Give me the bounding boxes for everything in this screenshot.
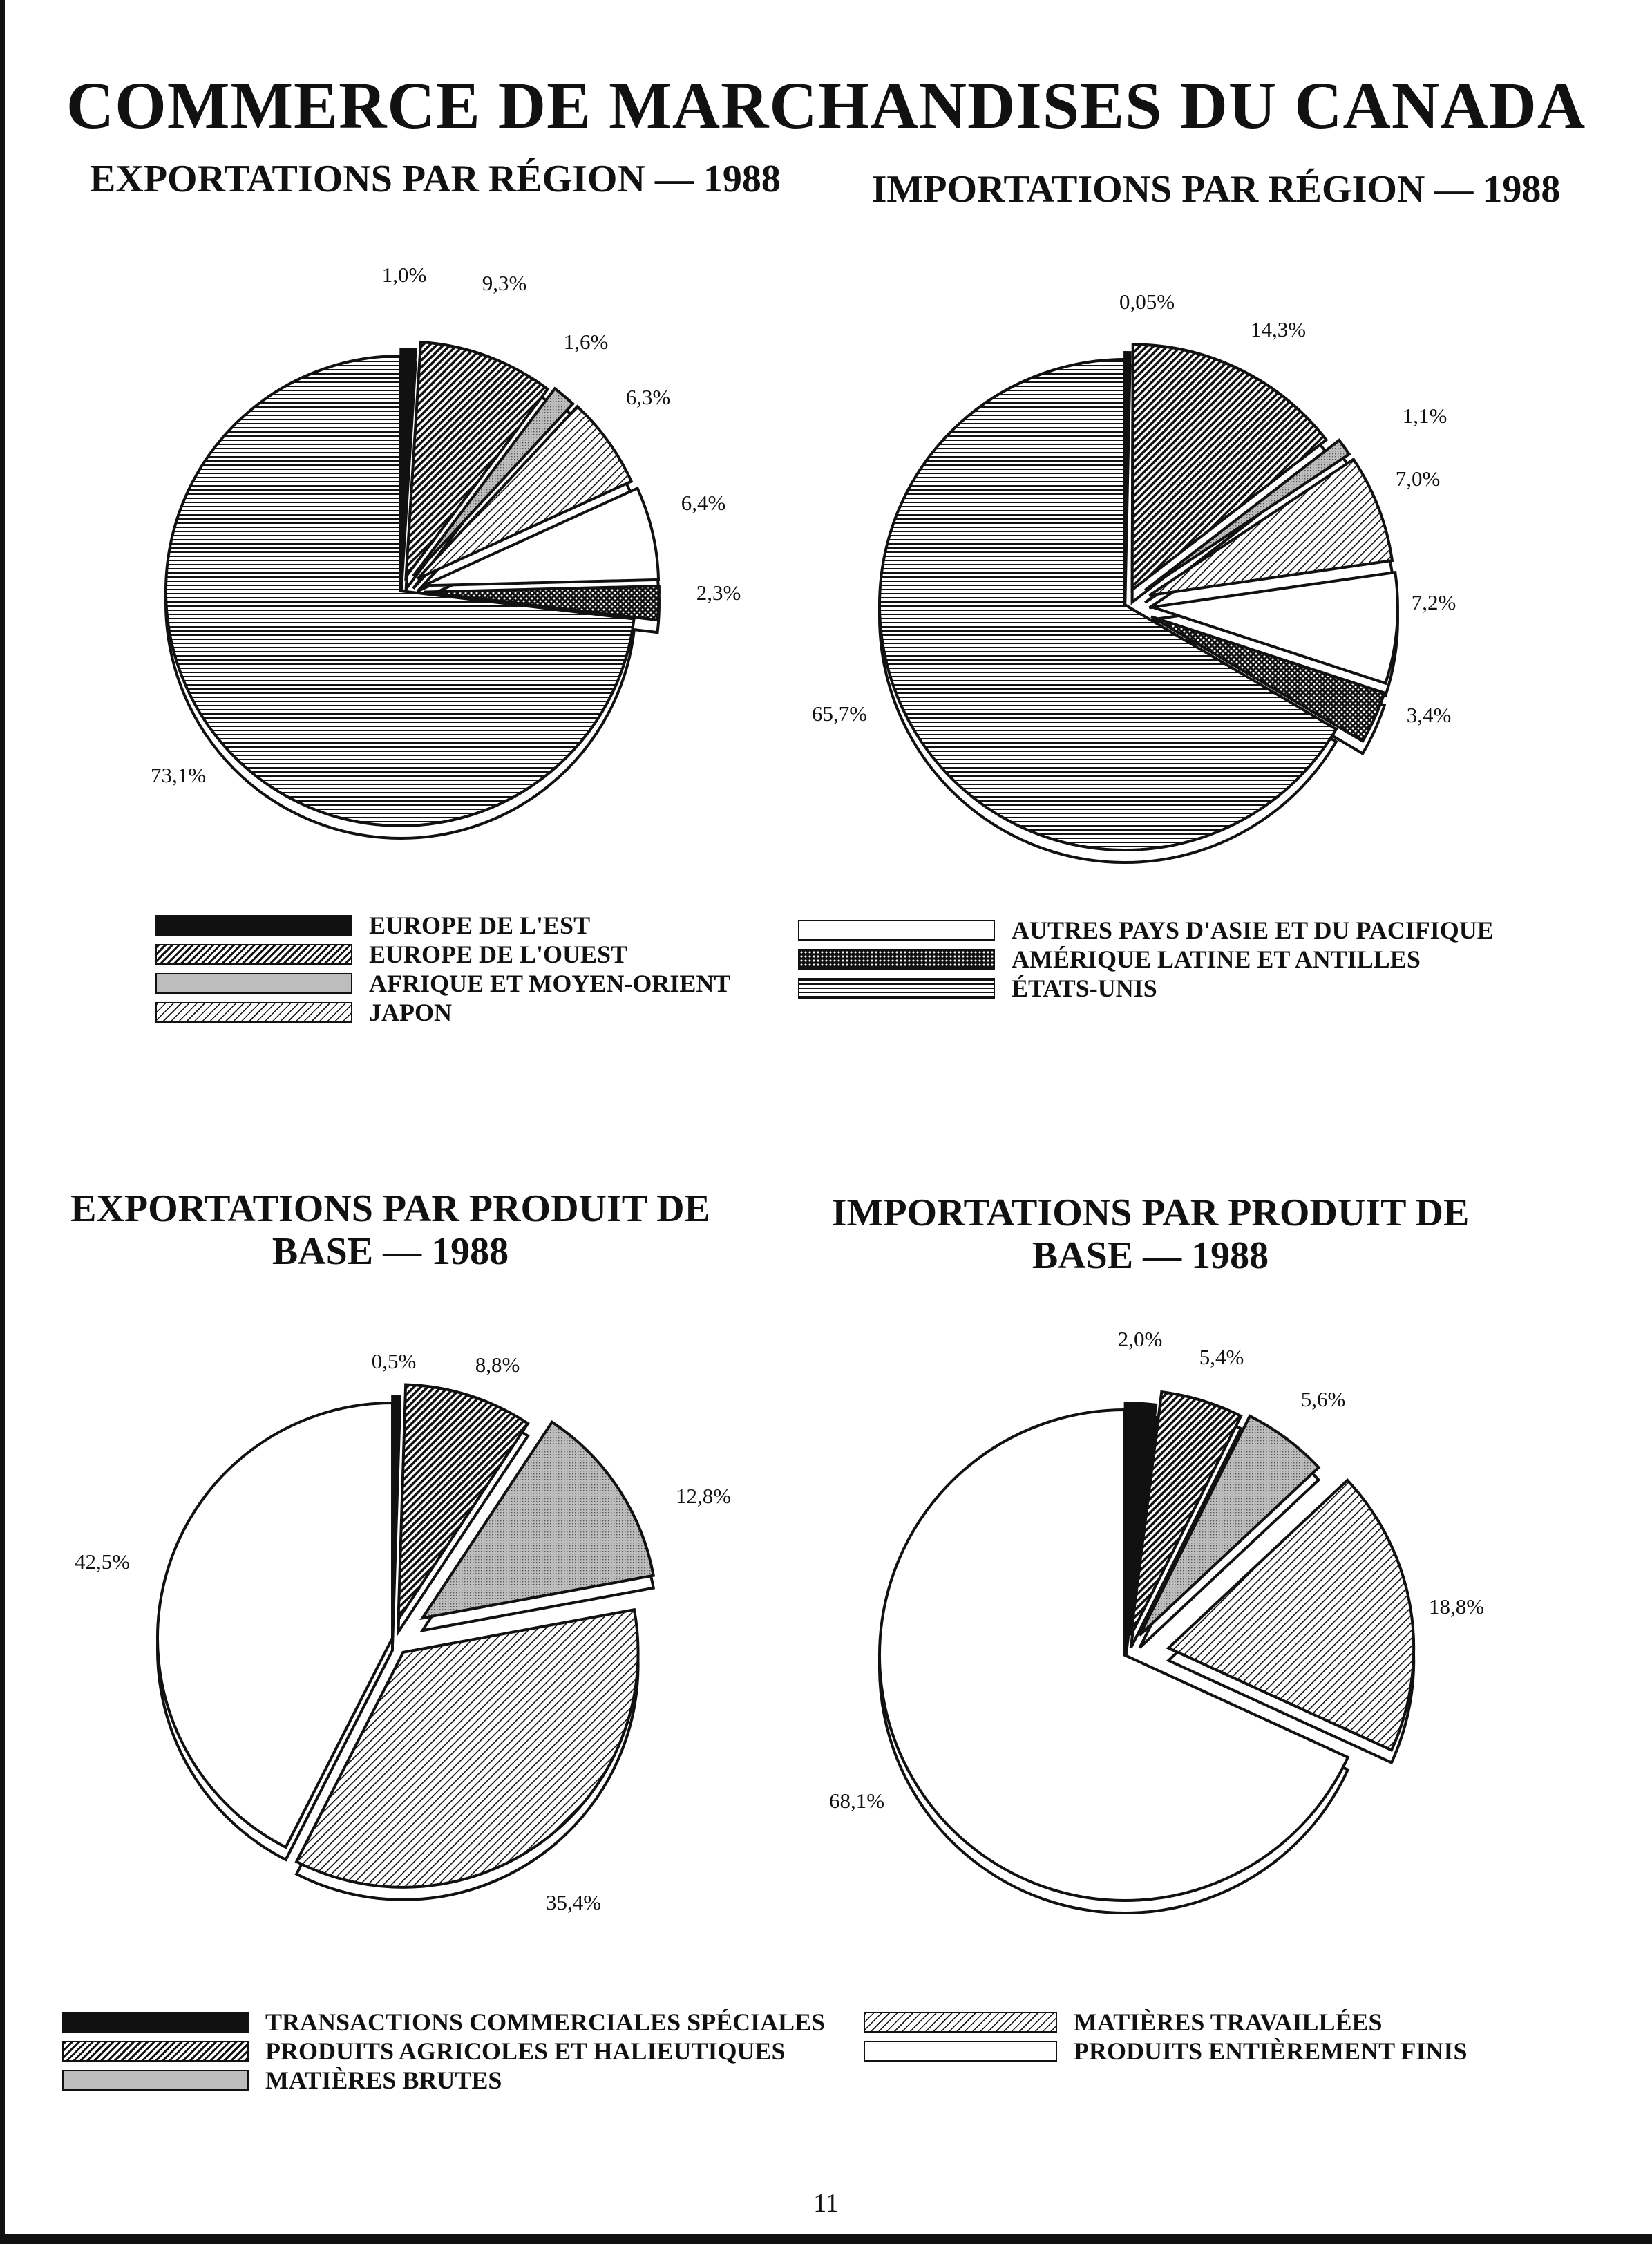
- legend-swatch: [62, 2070, 249, 2091]
- chart-title-exports-region: EXPORTATIONS PAR RÉGION — 1988: [90, 158, 781, 200]
- legend-swatch: [864, 2041, 1057, 2062]
- legend-swatch: [62, 2041, 249, 2062]
- pie-value-label: 8,8%: [475, 1352, 520, 1377]
- legend-region-left: [155, 911, 730, 1027]
- legend-region-right: [798, 916, 1494, 1003]
- legend-item: [798, 916, 1494, 945]
- legend-item: [864, 2008, 1467, 2037]
- legend-item: [155, 940, 730, 969]
- pie-value-label: 9,3%: [482, 271, 527, 295]
- legend-label: MATIÈRES TRAVAILLÉES: [1074, 2008, 1383, 2036]
- chart-title-imports-region: IMPORTATIONS PAR RÉGION — 1988: [871, 168, 1561, 211]
- legend-label: PRODUITS AGRICOLES ET HALIEUTIQUES: [265, 2037, 786, 2065]
- legend-item: [155, 998, 730, 1027]
- pie-value-label: 5,6%: [1300, 1387, 1346, 1411]
- pie-value-label: 2,0%: [1117, 1327, 1163, 1351]
- pie-value-label: 65,7%: [811, 701, 868, 726]
- pie-value-label: 1,6%: [563, 330, 609, 354]
- pie-value-label: 0,5%: [371, 1349, 417, 1373]
- legend-label: PRODUITS ENTIÈREMENT FINIS: [1074, 2037, 1468, 2065]
- legend-item: [62, 2066, 825, 2095]
- legend-label: TRANSACTIONS COMMERCIALES SPÉCIALES: [265, 2008, 826, 2036]
- legend-label: ÉTATS-UNIS: [1012, 974, 1157, 1002]
- legend-label: AMÉRIQUE LATINE ET ANTILLES: [1012, 945, 1421, 973]
- legend-swatch: [798, 978, 995, 999]
- pie-value-label: 6,4%: [681, 491, 726, 515]
- legend-item: [798, 974, 1494, 1003]
- legend-label: AFRIQUE ET MOYEN-ORIENT: [369, 970, 731, 997]
- pie-value-label: 2,3%: [696, 581, 741, 605]
- legend-label: MATIÈRES BRUTES: [265, 2066, 502, 2094]
- legend-swatch: [62, 2012, 249, 2033]
- pie-value-label: 3,4%: [1406, 703, 1452, 727]
- pie-value-label: 14,3%: [1250, 317, 1307, 341]
- legend-label: EUROPE DE L'OUEST: [369, 941, 628, 968]
- legend-product-left: [62, 2008, 825, 2095]
- page-number: 11: [813, 2189, 839, 2218]
- legend-swatch: [155, 915, 352, 936]
- legend-item: [155, 969, 730, 998]
- pie-value-label: 42,5%: [74, 1549, 131, 1574]
- pie-value-label: 1,1%: [1402, 404, 1447, 428]
- page-title: COMMERCE DE MARCHANDISES DU CANADA: [66, 68, 1586, 142]
- legend-swatch: [155, 944, 352, 965]
- legend-swatch: [798, 920, 995, 941]
- pie-value-label: 18,8%: [1428, 1594, 1485, 1619]
- pie-value-label: 12,8%: [675, 1484, 732, 1508]
- chart-title-imports-product: IMPORTATIONS PAR PRODUIT DE BASE — 1988: [831, 1191, 1470, 1277]
- pie-value-label: 73,1%: [150, 763, 207, 787]
- legend-swatch: [864, 2012, 1057, 2033]
- legend-swatch: [155, 973, 352, 994]
- legend-item: [864, 2037, 1467, 2066]
- legend-item: [155, 911, 730, 940]
- pie-chart-1: [151, 263, 741, 838]
- pie-chart-2: [812, 290, 1456, 862]
- pie-value-label: 5,4%: [1199, 1345, 1244, 1369]
- pie-chart-4: [829, 1327, 1484, 1913]
- pie-value-label: 1,0%: [381, 263, 427, 287]
- pie-value-label: 35,4%: [545, 1890, 602, 1914]
- legend-swatch: [798, 949, 995, 970]
- legend-item: [62, 2037, 825, 2066]
- pie-chart-3: [75, 1349, 731, 1914]
- chart-title-exports-product: EXPORTATIONS PAR PRODUIT DE BASE — 1988: [70, 1187, 710, 1273]
- legend-label: JAPON: [369, 999, 452, 1026]
- pie-value-label: 0,05%: [1119, 290, 1175, 314]
- pie-value-label: 6,3%: [625, 385, 671, 409]
- pie-value-label: 7,0%: [1395, 466, 1441, 491]
- pie-value-label: 7,2%: [1411, 590, 1456, 614]
- legend-item: [798, 945, 1494, 974]
- legend-product-right: [864, 2008, 1467, 2066]
- legend-swatch: [155, 1002, 352, 1023]
- pie-value-label: 68,1%: [828, 1789, 885, 1813]
- legend-label: EUROPE DE L'EST: [369, 912, 591, 939]
- legend-label: AUTRES PAYS D'ASIE ET DU PACIFIQUE: [1012, 916, 1494, 944]
- legend-item: [62, 2008, 825, 2037]
